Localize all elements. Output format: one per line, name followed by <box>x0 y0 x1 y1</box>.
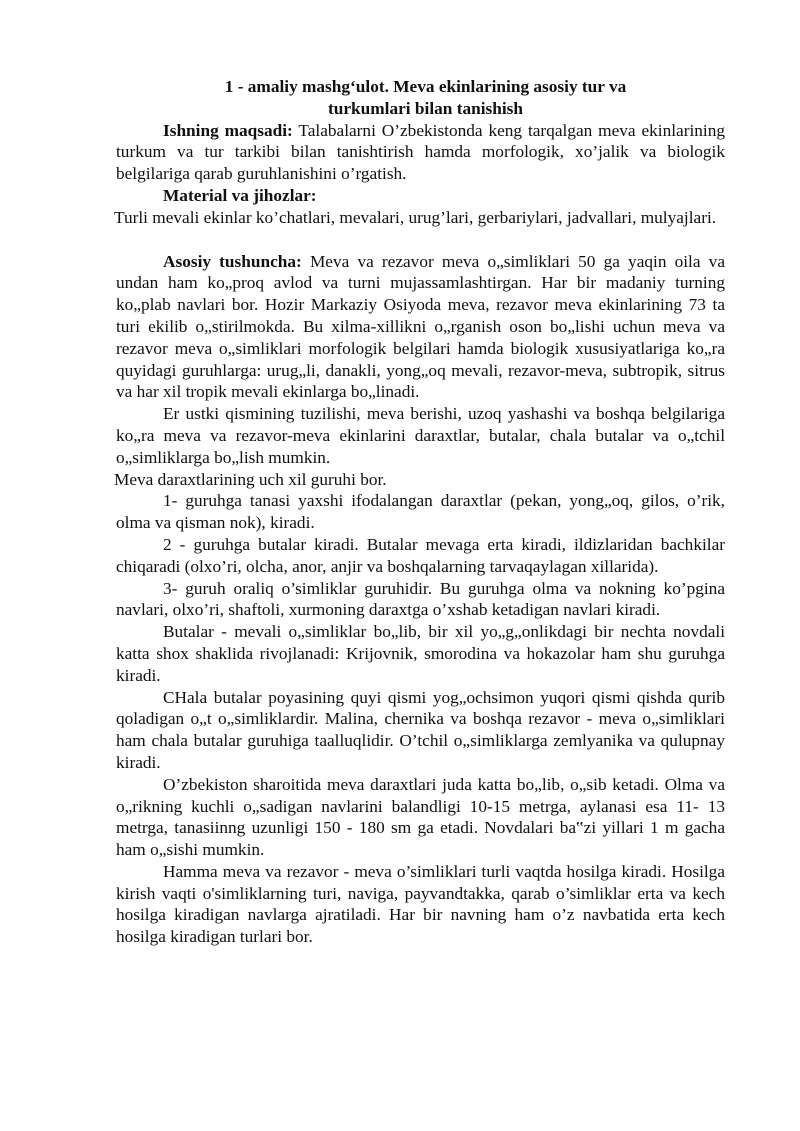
concept-text: Meva va rezavor meva o„simliklari 50 ga yaqin oila va undan ham ko„proq avlod va turni mujassamlashtirgan. Har bir madaniy turning ko„plab navlari bor. Hozir Markaziy Osiyoda meva, rezavor meva ekinlarining 73 ta turi ekilib o„stirilmokda. Bu xilma-xillikni o„rganish oson bo„lishi uchun meva va rezavor meva o„simliklari morfologik belgilari hamda biologik xususiyatlariga ko„ra quyidagi guruhlarga: urug„li, danakli, yong„oq mevali, rezavor-meva, subtropik, sitrus va har xil tropik mevali ekinlarga bo„linadi. <box>116 251 725 402</box>
spacer <box>116 229 725 251</box>
concept-label: Asosiy tushuncha: <box>163 251 302 271</box>
paragraph-shrubs: Butalar - mevali o„simliklar bo„lib, bir xil yo„g„onlikdagi bir nechta novdali katta shox shaklida rivojlanadi: Krijovnik, smorodina va hokazolar ham shu guruhga kiradi. <box>116 622 725 685</box>
paragraph-group-1: 1- guruhga tanasi yaxshi ifodalangan daraxtlar (pekan, yong„oq, gilos, o’rik, olma va qisman nok), kiradi. <box>116 491 725 533</box>
paragraph-group-2: 2 - guruhga butalar kiradi. Butalar mevaga erta kiradi, ildizlaridan bachkilar chiqaradi (olxo’ri, olcha, anor, anjir va boshqalarning tarvaqaylagan xillarida). <box>116 534 725 576</box>
paragraph-groups-intro: Meva daraxtlarining uch xil guruhi bor. <box>114 469 387 489</box>
title-line-1: 1 - amaliy mashg‘ulot. Meva ekinlarining asosiy tur va <box>224 77 627 96</box>
paragraph-uzbekistan: O’zbekiston sharoitida meva daraxtlari juda katta bo„lib, o„sib ketadi. Olma va o„rikning kuchli o„sadigan navlarini balandligi 10-15 metrga, aylanasi esa 11- 13 metrga, tanasiinng uzunligi 150 - 180 sm ga etadi. Novdalari ba‟zi yillari 1 m gacha ham o„sishi mumkin. <box>116 774 725 860</box>
materials-label: Material va jihozlar: <box>163 185 317 205</box>
paragraph-half-shrubs: CHala butalar poyasining quyi qismi yog„ochsimon yuqori qismi qishda qurib qoladigan o„t o„simliklardir. Malina, chernika va boshqa rezavor - meva o„simliklari ham chala butalar guruhiga taalluqlidir. O’tchil o„simliklarga zemlyanika va qulupnay kiradi. <box>116 687 725 772</box>
paragraph-structure: Er ustki qismining tuzilishi, meva berishi, uzoq yashashi va boshqa belgilariga ko„ra meva va rezavor-meva ekinlarini daraxtlar, butalar, chala butalar va o„tchil o„simliklarga bo„lish mumkin. <box>116 404 725 467</box>
page-title <box>116 76 725 120</box>
concept-paragraph <box>116 251 725 404</box>
materials-text: Turli mevali ekinlar ko’chatlari, mevalari, urug’lari, gerbariylari, jadvallari, mulyajlari. <box>114 207 717 227</box>
materials-heading <box>116 185 725 207</box>
goal-text: Talabalarni O’zbekistonda keng tarqalgan meva ekinlarining turkum va tur tarkibi bilan tanishtirish hamda morfologik, xo’jalik va biologik belgilariga qarab guruhlanishini o’rgatish. <box>116 120 725 184</box>
goal-paragraph <box>116 120 725 185</box>
paragraph-harvest: Hamma meva va rezavor - meva o’simliklari turli vaqtda hosilga kiradi. Hosilga kirish vaqti o'simliklarning turi, naviga, payvandtakka, qarab o’simliklar erta va kech hosilga kiradigan navlarga ajratiladi. Har bir navning ham o’z navbatida erta kech hosilga kiradigan turlari bor. <box>116 861 725 947</box>
paragraph-group-3: 3- guruh oraliq o’simliklar guruhidir. Bu guruhga olma va nokning ko’pgina navlari, olxo’ri, shaftoli, xurmoning daraxtga o’xshab ketadigan navlari kiradi. <box>116 578 725 620</box>
title-line-2: turkumlari bilan tanishish <box>328 98 523 118</box>
goal-label: Ishning maqsadi: <box>163 120 293 140</box>
